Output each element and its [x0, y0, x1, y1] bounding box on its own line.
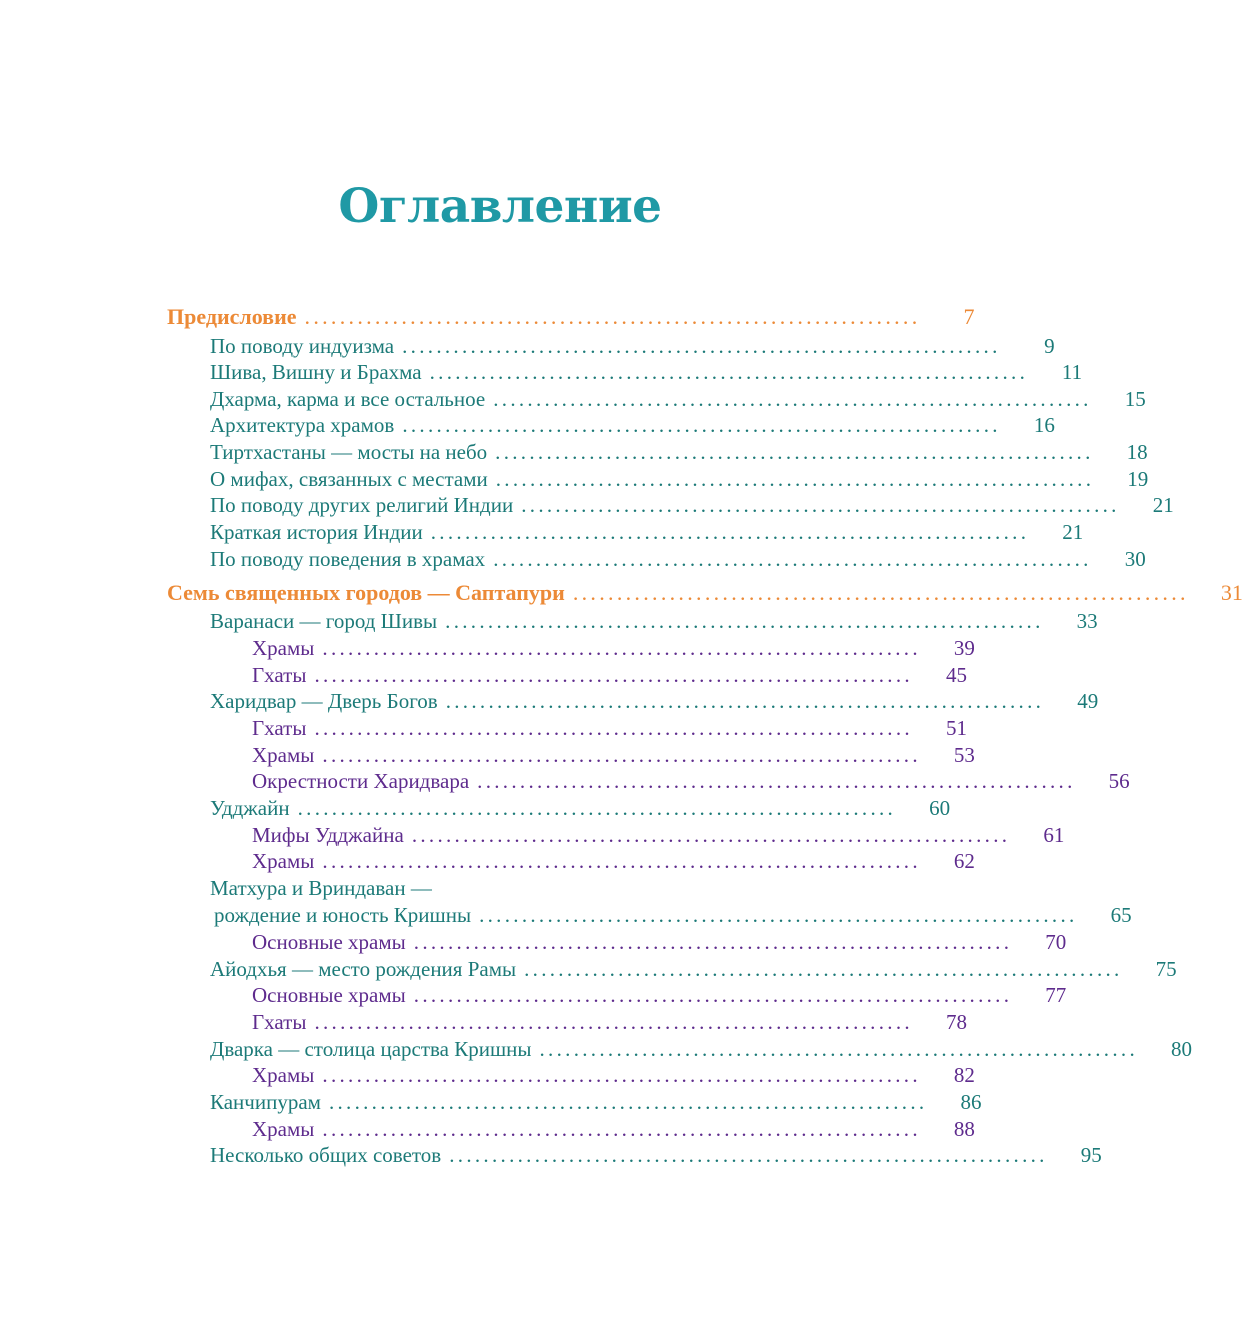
- toc-entry[interactable]: [210, 795, 951, 821]
- dot-leader: ......................................................................: [430, 520, 1030, 544]
- toc-entry-label: По поводу поведения в храмах: [210, 547, 486, 571]
- toc-entry-page: 86: [960, 1090, 982, 1114]
- toc-entry-label: Дварка — столица царства Кришны: [210, 1037, 532, 1061]
- toc-entry-label: Айодхья — место рождения Рамы: [210, 957, 517, 981]
- toc-entry-page: 56: [1108, 769, 1130, 793]
- toc-entry[interactable]: [210, 412, 1055, 438]
- dot-leader: ......................................................................: [297, 796, 897, 820]
- toc-entry-page: 51: [945, 716, 967, 740]
- toc-entry[interactable]: [252, 742, 975, 768]
- toc-entry[interactable]: [167, 580, 1243, 606]
- toc-entry[interactable]: [210, 359, 1083, 385]
- dot-leader: ......................................................................: [449, 1143, 1048, 1167]
- toc-entry[interactable]: [210, 439, 1148, 465]
- toc-entry-label: Основные храмы: [252, 983, 406, 1007]
- toc-entry[interactable]: [214, 902, 1132, 928]
- dot-leader: ......................................................................: [524, 957, 1123, 981]
- toc-entry[interactable]: [252, 1062, 975, 1088]
- toc-entry-label: Храмы: [252, 849, 315, 873]
- toc-entry[interactable]: [210, 875, 790, 901]
- dot-leader: ......................................................................: [304, 304, 921, 329]
- dot-leader: ......................................................................: [314, 1010, 913, 1034]
- toc-entry[interactable]: [252, 1116, 975, 1142]
- toc-entry-page: 88: [953, 1117, 975, 1141]
- toc-entry-page: 45: [945, 663, 967, 687]
- toc-entry[interactable]: [252, 1009, 967, 1035]
- toc-entry[interactable]: [210, 1036, 1192, 1062]
- toc-entry-page: 78: [945, 1010, 967, 1034]
- toc-entry[interactable]: [252, 982, 1067, 1008]
- toc-entry-label: Предисловие: [167, 304, 297, 329]
- toc-entry-label: Храмы: [252, 636, 315, 660]
- toc-entry-page: 77: [1045, 983, 1067, 1007]
- dot-leader: ......................................................................: [322, 1117, 921, 1141]
- toc-entry[interactable]: [252, 715, 967, 741]
- dot-leader: ......................................................................: [314, 663, 913, 687]
- toc-entry[interactable]: [210, 608, 1098, 634]
- toc-entry-label: О мифах, связанных с местами: [210, 467, 488, 491]
- toc-entry-label: Тиртхастаны — мосты на небо: [210, 440, 488, 464]
- toc-entry-page: 30: [1124, 547, 1146, 571]
- toc-entry-label: Гхаты: [252, 716, 307, 740]
- toc-entry-page: 65: [1110, 903, 1132, 927]
- dot-leader: ......................................................................: [495, 467, 1095, 491]
- dot-leader: ......................................................................: [328, 1090, 928, 1114]
- dot-leader: ......................................................................: [477, 769, 1076, 793]
- toc-entry-page: 33: [1076, 609, 1098, 633]
- dot-leader: ......................................................................: [322, 1063, 921, 1087]
- dot-leader: ......................................................................: [314, 716, 913, 740]
- dot-leader: ......................................................................: [539, 1037, 1138, 1061]
- toc-entry[interactable]: [210, 1142, 1102, 1168]
- toc-entry-page: 53: [953, 743, 975, 767]
- toc-entry-label: Матхура и Вриндаван —: [210, 876, 432, 900]
- toc-entry-page: 61: [1043, 823, 1065, 847]
- toc-entry-label: Храмы: [252, 1063, 315, 1087]
- toc-entry-page: 11: [1061, 360, 1083, 384]
- toc-entry-label: Удджайн: [210, 796, 290, 820]
- toc-entry-page: 75: [1155, 957, 1177, 981]
- toc-entry[interactable]: [252, 822, 1065, 848]
- toc-entry-label: Краткая история Индии: [210, 520, 423, 544]
- dot-leader: ......................................................................: [429, 360, 1029, 384]
- toc-entry[interactable]: [210, 956, 1177, 982]
- toc-entry-page: 9: [1044, 334, 1055, 358]
- dot-leader: ......................................................................: [413, 983, 1013, 1007]
- page-title: Оглавление: [338, 179, 662, 234]
- toc-entry-label: Канчипурам: [210, 1090, 321, 1114]
- toc-entry-page: 21: [1062, 520, 1084, 544]
- toc-entry-page: 19: [1127, 467, 1149, 491]
- toc-entry-label: Архитектура храмов: [210, 413, 395, 437]
- toc-entry-page: 15: [1124, 387, 1146, 411]
- toc-entry-page: 18: [1126, 440, 1148, 464]
- toc-entry-page: 62: [953, 849, 975, 873]
- toc-entry-label: Окрестности Харидвара: [252, 769, 470, 793]
- toc-entry-label: Основные храмы: [252, 930, 406, 954]
- toc-entry[interactable]: [210, 386, 1146, 412]
- dot-leader: ......................................................................: [521, 493, 1120, 517]
- toc-entry-page: 39: [953, 636, 975, 660]
- dot-leader: ......................................................................: [402, 334, 1001, 358]
- toc-entry[interactable]: [252, 635, 975, 661]
- toc-entry[interactable]: [210, 466, 1149, 492]
- toc-entry[interactable]: [210, 688, 1099, 714]
- toc-entry-page: 7: [963, 304, 975, 329]
- toc-entry-page: 49: [1077, 689, 1099, 713]
- dot-leader: ......................................................................: [493, 547, 1092, 571]
- toc-entry-label: Мифы Удджайна: [252, 823, 404, 847]
- toc-entry-label: Семь священных городов — Саптапури: [167, 580, 565, 605]
- dot-leader: ......................................................................: [402, 413, 1001, 437]
- toc-entry-page: 95: [1080, 1143, 1102, 1167]
- toc-entry-page: 31: [1220, 580, 1243, 605]
- toc-entry[interactable]: [252, 662, 967, 688]
- toc-entry-label: По поводу других религий Индии: [210, 493, 514, 517]
- toc-entry[interactable]: [210, 492, 1174, 518]
- toc-entry-label: Харидвар — Дверь Богов: [210, 689, 438, 713]
- toc-entry-page: 60: [929, 796, 951, 820]
- dot-leader: ......................................................................: [411, 823, 1011, 847]
- dot-leader: ......................................................................: [322, 743, 921, 767]
- dot-leader: ......................................................................: [572, 580, 1189, 605]
- toc-entry-page: 16: [1033, 413, 1055, 437]
- toc-entry[interactable]: [167, 304, 975, 330]
- dot-leader: ......................................................................: [322, 636, 921, 660]
- toc-entry-label: Гхаты: [252, 663, 307, 687]
- toc-entry[interactable]: [210, 519, 1084, 545]
- toc-entry[interactable]: [252, 929, 1067, 955]
- toc-entry-page: 70: [1045, 930, 1067, 954]
- toc-entry-label: Храмы: [252, 1117, 315, 1141]
- dot-leader: ......................................................................: [322, 849, 921, 873]
- toc-entry[interactable]: [252, 848, 975, 874]
- toc-entry[interactable]: [210, 1089, 982, 1115]
- toc-entry-label: Шива, Вишну и Брахма: [210, 360, 422, 384]
- dot-leader: ......................................................................: [493, 387, 1092, 411]
- toc-entry-page: 80: [1171, 1037, 1192, 1061]
- toc-entry-page: 21: [1152, 493, 1174, 517]
- toc-entry-label: По поводу индуизма: [210, 334, 395, 358]
- toc-entry-label: Дхарма, карма и все остальное: [210, 387, 486, 411]
- dot-leader: ......................................................................: [413, 930, 1013, 954]
- dot-leader: ......................................................................: [495, 440, 1094, 464]
- toc-entry[interactable]: [210, 333, 1055, 359]
- toc-entry-label: Варанаси — город Шивы: [210, 609, 438, 633]
- toc-entry-label: рождение и юность Кришны: [214, 903, 472, 927]
- toc-entry-label: Гхаты: [252, 1010, 307, 1034]
- dot-leader: ......................................................................: [445, 689, 1045, 713]
- dot-leader: ......................................................................: [479, 903, 1078, 927]
- toc-entry-label: Храмы: [252, 743, 315, 767]
- toc-entry[interactable]: [210, 546, 1146, 572]
- toc-entry[interactable]: [252, 768, 1130, 794]
- toc-entry-page: 82: [953, 1063, 975, 1087]
- dot-leader: ......................................................................: [445, 609, 1044, 633]
- toc-entry-label: Несколько общих советов: [210, 1143, 442, 1167]
